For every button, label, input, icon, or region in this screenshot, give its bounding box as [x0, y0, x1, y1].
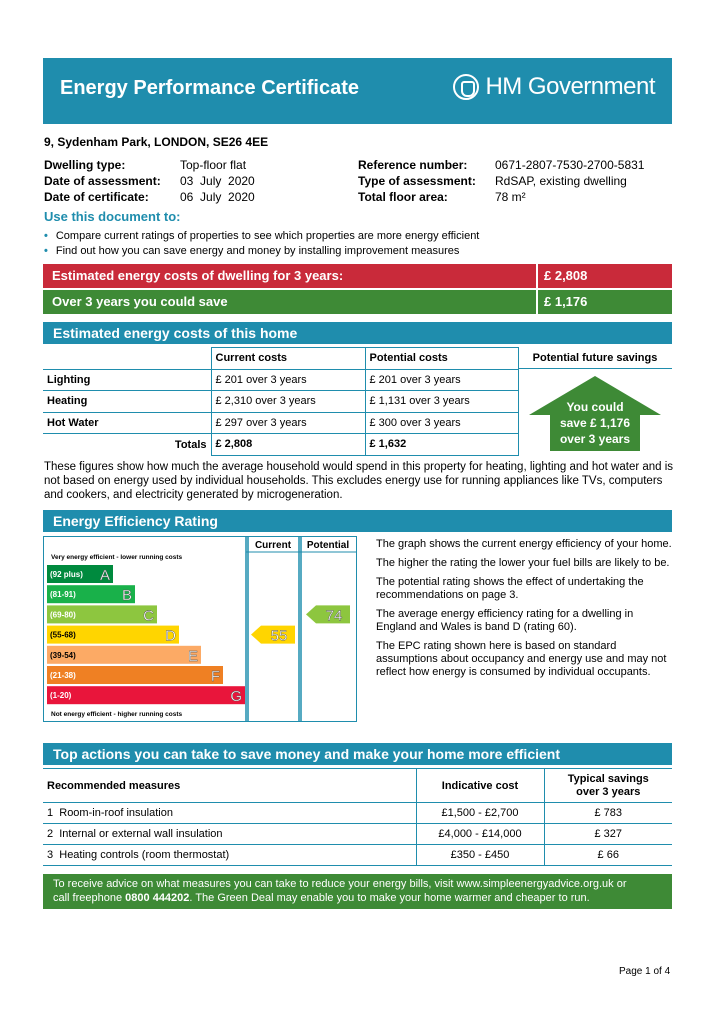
hot-water-potential: £ 300 over 3 years [365, 412, 518, 434]
actions-section-title: Top actions you can take to save money and make your home more efficient [43, 743, 672, 765]
band-letter-d: D [165, 627, 176, 645]
meta-right [358, 157, 644, 205]
lighting-label: Lighting [43, 369, 211, 391]
band-letter-f: F [210, 668, 220, 685]
potential-rating-value: 74 [325, 607, 343, 625]
measure-cell: 3 Heating controls (room thermostat) [43, 845, 416, 866]
list-item: • Compare current ratings of properties to see which properties are more energy efficient [44, 230, 480, 242]
hot-water-label: Hot Water [43, 412, 211, 434]
savings-arrow-text: You could save £ 1,176 over 3 years [559, 400, 631, 446]
band-letter-c: C [143, 607, 154, 625]
table-row [43, 369, 518, 391]
inefficient-note: Not energy efficient - higher running costs [51, 711, 183, 718]
assessment-type-label: Type of assessment: [358, 174, 476, 188]
band-range-f: (21-38) [50, 671, 76, 680]
band-range-g: (1-20) [50, 691, 72, 701]
property-address: 9, Sydenham Park, LONDON, SE26 4EE [44, 135, 269, 149]
floor-area-label: Total floor area: [358, 190, 448, 204]
certificate-date-value: 06 July 2020 [180, 190, 255, 204]
measures-header: Recommended measures [43, 769, 416, 803]
future-savings-box [518, 347, 672, 455]
current-rating-value: 55 [270, 627, 288, 645]
savings-label: Over 3 years you could save [52, 294, 228, 309]
measure-cell: 2 Internal or external wall insulation [43, 824, 416, 845]
floor-area-value: 78 m² [495, 190, 526, 204]
cost-cell: £4,000 - £14,000 [416, 824, 544, 845]
band-letter-a: A [99, 567, 110, 584]
header-banner [43, 58, 672, 124]
band-g [47, 686, 245, 704]
band-letter-e: E [187, 647, 198, 665]
page-number: Page 1 of 4 [619, 966, 671, 977]
lighting-potential: £ 201 over 3 years [365, 369, 518, 391]
cost-cell: £350 - £450 [416, 845, 544, 866]
list-item: • Find out how you can save energy and money by installing improvement measures [44, 245, 460, 257]
potential-costs-header: Potential costs [365, 348, 518, 370]
table-row [43, 769, 672, 803]
certificate-title: Energy Performance Certificate [60, 77, 360, 99]
band-range-b: (81-91) [50, 590, 76, 600]
bullet-icon: • [44, 230, 48, 242]
use-document-title: Use this document to: [44, 209, 181, 224]
current-column-header: Current [254, 540, 292, 551]
bullet-icon: • [44, 245, 48, 257]
rating-explanation: The graph shows the current energy efficiency of your home. The higher the rating the lower your fuel bills are likely to be. The potential rating shows the effect of undertaking the recommendations on page 3. The average energy efficiency rating for a dwelling in England and Wales is band D (rating 60). The EPC rating shown here is based on standard assumptions about occupancy and energy use and may not reflect how energy is consumed by individual occupants. [376, 538, 672, 678]
saving-cell: £ 783 [544, 803, 672, 824]
saving-cell: £ 66 [544, 845, 672, 866]
actions-table [43, 768, 672, 866]
band-range-d: (55-68) [50, 630, 76, 640]
table-row [43, 412, 518, 434]
heating-potential: £ 1,131 over 3 years [365, 391, 518, 413]
dwelling-type-label: Dwelling type: [44, 158, 126, 172]
band-range-c: (69-80) [50, 610, 76, 620]
certificate-date-label: Date of certificate: [44, 190, 149, 204]
totals-label: Totals [43, 434, 211, 456]
estimated-cost-label: Estimated energy costs of dwelling for 3 years: [52, 268, 344, 283]
assessment-date-label: Date of assessment: [44, 174, 161, 188]
assessment-type-value: RdSAP, existing dwelling [495, 174, 627, 188]
rating-section-title: Energy Efficiency Rating [43, 510, 672, 532]
reference-number-label: Reference number: [358, 158, 468, 172]
band-range-a: (92 plus) [50, 570, 83, 579]
saving-cell: £ 327 [544, 824, 672, 845]
current-costs-header: Current costs [211, 348, 365, 370]
band-letter-b: B [121, 587, 132, 605]
dwelling-type-value: Top-floor flat [180, 158, 247, 172]
energy-rating-chart [43, 536, 357, 722]
band-range-e: (39-54) [50, 650, 76, 660]
potential-column-header: Potential [306, 540, 350, 551]
totals-potential: £ 1,632 [365, 434, 518, 456]
measure-cell: 1 Room-in-roof insulation [43, 803, 416, 824]
savings-value: £ 1,176 [536, 290, 672, 314]
advice-banner: To receive advice on what measures you can take to reduce your energy bills, visit www.simpleenergyadvice.org.uk or call freephone 0800 444202. The Green Deal may enable you to make your home warmer and cheaper to run. [43, 874, 672, 909]
use-document-list [44, 229, 479, 259]
hm-government-logo [453, 73, 655, 101]
royal-crest-icon [453, 74, 479, 100]
lighting-current: £ 201 over 3 years [211, 369, 365, 391]
hm-government-text: HM Government [485, 73, 655, 100]
table-row [43, 348, 518, 370]
reference-number-value: 0671-2807-7530-2700-5831 [495, 158, 645, 172]
estimated-cost-bar [43, 264, 672, 288]
costs-section-title: Estimated energy costs of this home [43, 322, 672, 344]
costs-explanation: These figures show how much the average household would spend in this property for heating, lighting and hot water and is not based on energy used by individual households. This excludes energy use for running appliances like TVs, computers and cookers, and electricity generated by microgeneration. [44, 461, 674, 501]
heating-current: £ 2,310 over 3 years [211, 391, 365, 413]
future-savings-title: Potential future savings [518, 347, 672, 369]
table-row [43, 803, 672, 824]
freephone-number: 0800 444202 [125, 892, 190, 904]
band-letter-g: G [230, 688, 242, 706]
cost-header: Indicative cost [416, 769, 544, 803]
table-row [43, 391, 518, 413]
assessment-date-value: 03 July 2020 [180, 174, 255, 188]
estimated-cost-value: £ 2,808 [536, 264, 672, 288]
costs-table [43, 347, 519, 456]
table-row [43, 434, 518, 456]
hot-water-current: £ 297 over 3 years [211, 412, 365, 434]
totals-current: £ 2,808 [211, 434, 365, 456]
table-row [43, 824, 672, 845]
heating-label: Heating [43, 391, 211, 413]
savings-arrow [528, 375, 662, 451]
savings-bar [43, 290, 672, 314]
cost-cell: £1,500 - £2,700 [416, 803, 544, 824]
savings-header: Typical savings over 3 years [544, 769, 672, 803]
meta-left [44, 157, 255, 205]
efficient-note: Very energy efficient - lower running costs [51, 554, 183, 561]
table-row [43, 845, 672, 866]
